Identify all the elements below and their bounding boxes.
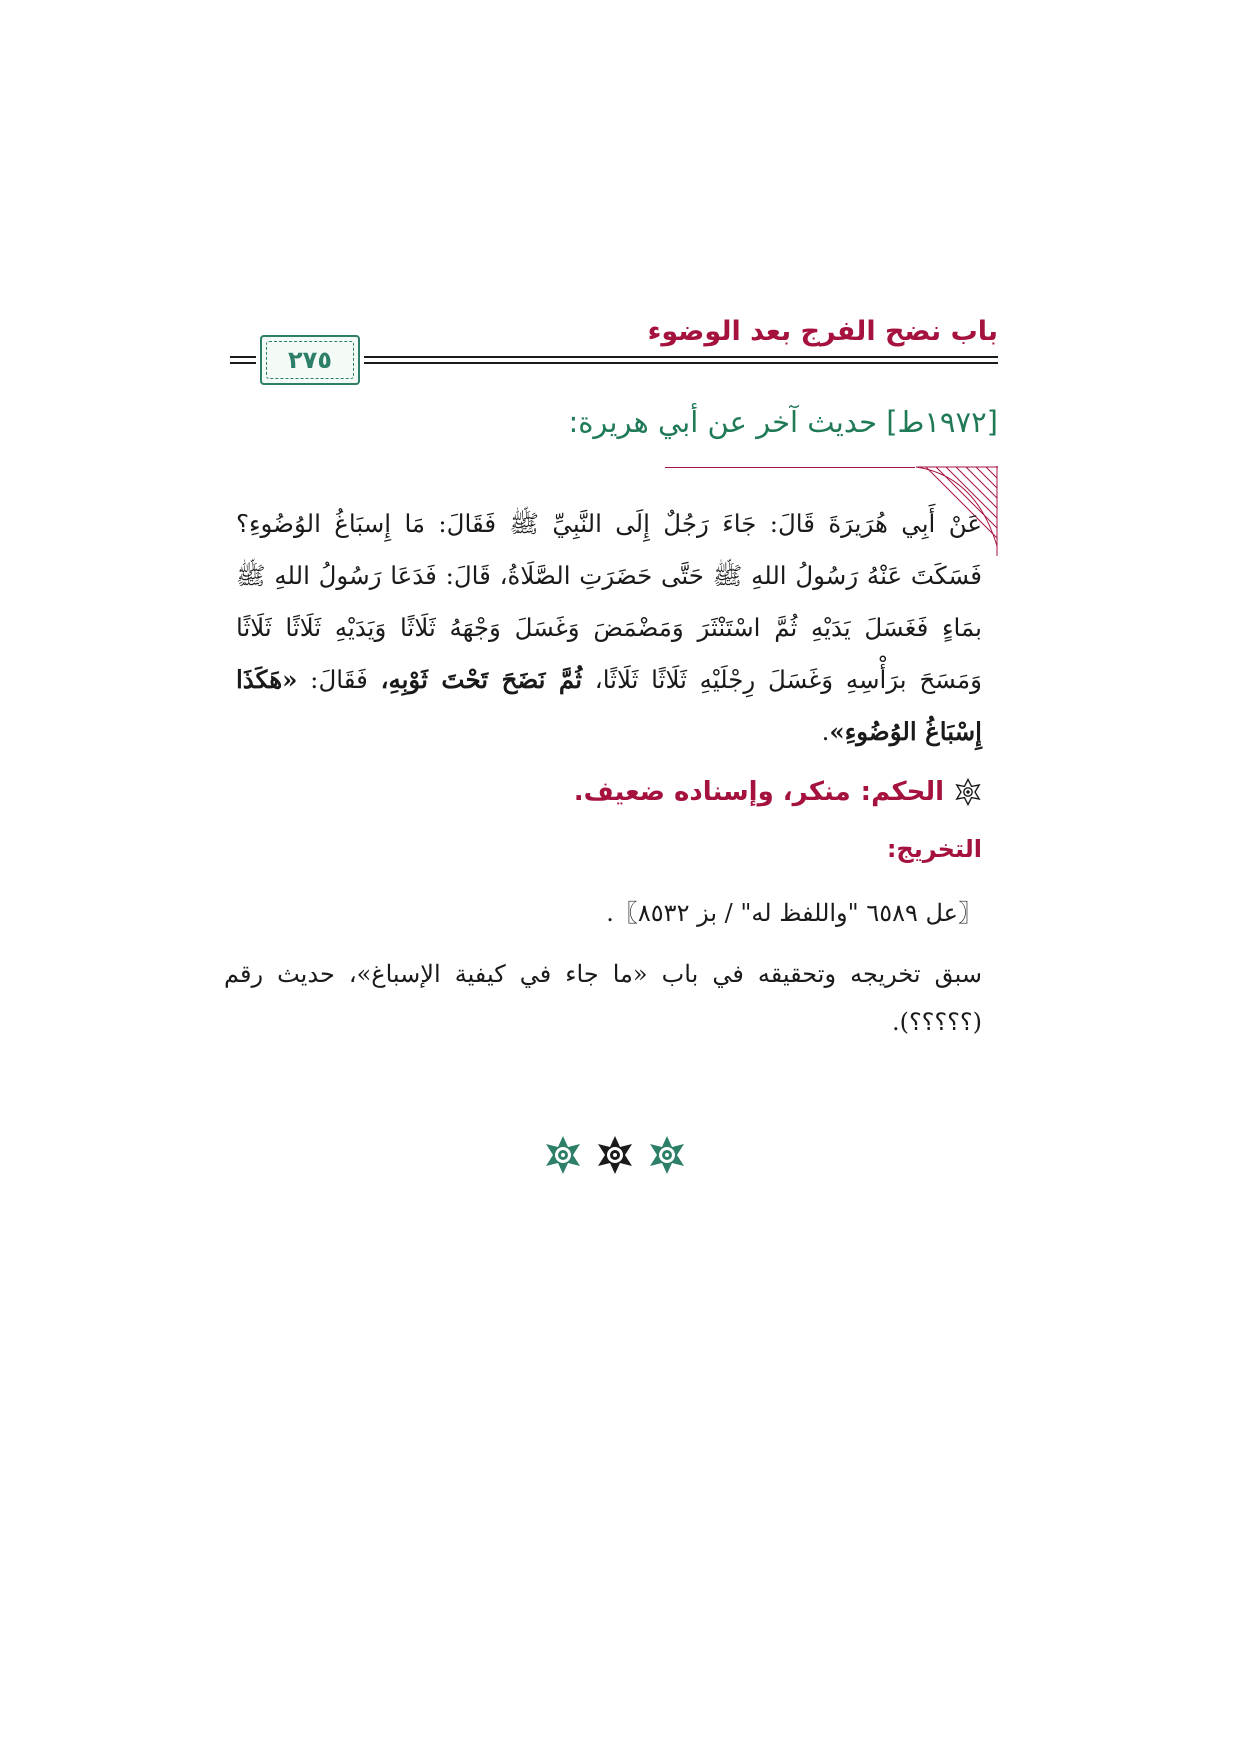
star-flower-icon (595, 1135, 635, 1175)
hadith-end: . (821, 717, 830, 746)
ruling-value: منكر، وإسناده ضعيف. (573, 777, 851, 807)
hadith-main: عَنْ أَبِي هُرَيرَةَ قَالَ: جَاءَ رَجُلٌ إِلَى النَّبِيِّ ﷺ فَقَالَ: مَا إِسبَاغُ الوُضُوءِ؟ فَسَكَتَ عَنْهُ رَسُولُ اللهِ ﷺ حَتَّى حَضَرَتِ الصَّلَاةُ، قَالَ: فَدَعَا رَسُولُ اللهِ ﷺ بمَاءٍ فَغَسَلَ يَدَيْهِ ثُمَّ اسْتَنْثَرَ وَمَضْمَضَ وَغَسَلَ وَجْهَهُ ثَلَاثًا وَيَدَيْهِ ثَلَاثًا ثَلَاثًا وَمَسَحَ برَأْسِهِ وَغَسَلَ رِجْلَيْهِ ثَلَاثًا ثَلَاثًا، (236, 509, 982, 694)
header-rule-left-2 (230, 362, 256, 364)
star-flower-icon (954, 778, 982, 806)
header-rule-right-2 (364, 362, 998, 364)
ruling-label: الحكم: (860, 777, 944, 807)
hadith-bold-2: «هَكَذَا إِسْبَاغُ الوُضُوءِ» (236, 665, 982, 746)
page-number-box (260, 335, 360, 385)
hadith-text (236, 498, 982, 758)
section-heading: [١٩٧٢ط] حديث آخر عن أبي هريرة: (568, 405, 998, 439)
decorative-rule (665, 467, 915, 468)
closing-ornaments (543, 1135, 687, 1175)
ruling-line (574, 777, 982, 807)
header-rule-right (364, 356, 998, 358)
header-rule-left (230, 356, 256, 358)
takhrij-label: التخريج: (886, 835, 982, 863)
star-flower-icon (647, 1135, 687, 1175)
reference-line: 〖عل ٦٥٨٩ "واللفظ له" / بز ٨٥٣٢〗. (606, 899, 982, 927)
hadith-mid: فَقَالَ: (297, 665, 381, 694)
page-number: ٢٧٥ (288, 346, 332, 374)
star-flower-icon (543, 1135, 583, 1175)
chapter-title: باب نضح الفرج بعد الوضوء (647, 316, 998, 347)
note-paragraph: سبق تخريجه وتحقيقه في باب «ما جاء في كيفية الإسباغ»، حديث رقم (؟؟؟؟؟). (224, 960, 982, 1036)
hadith-bold-1: ثُمَّ نَضَحَ تَحْتَ ثَوْبِهِ، (380, 665, 583, 694)
